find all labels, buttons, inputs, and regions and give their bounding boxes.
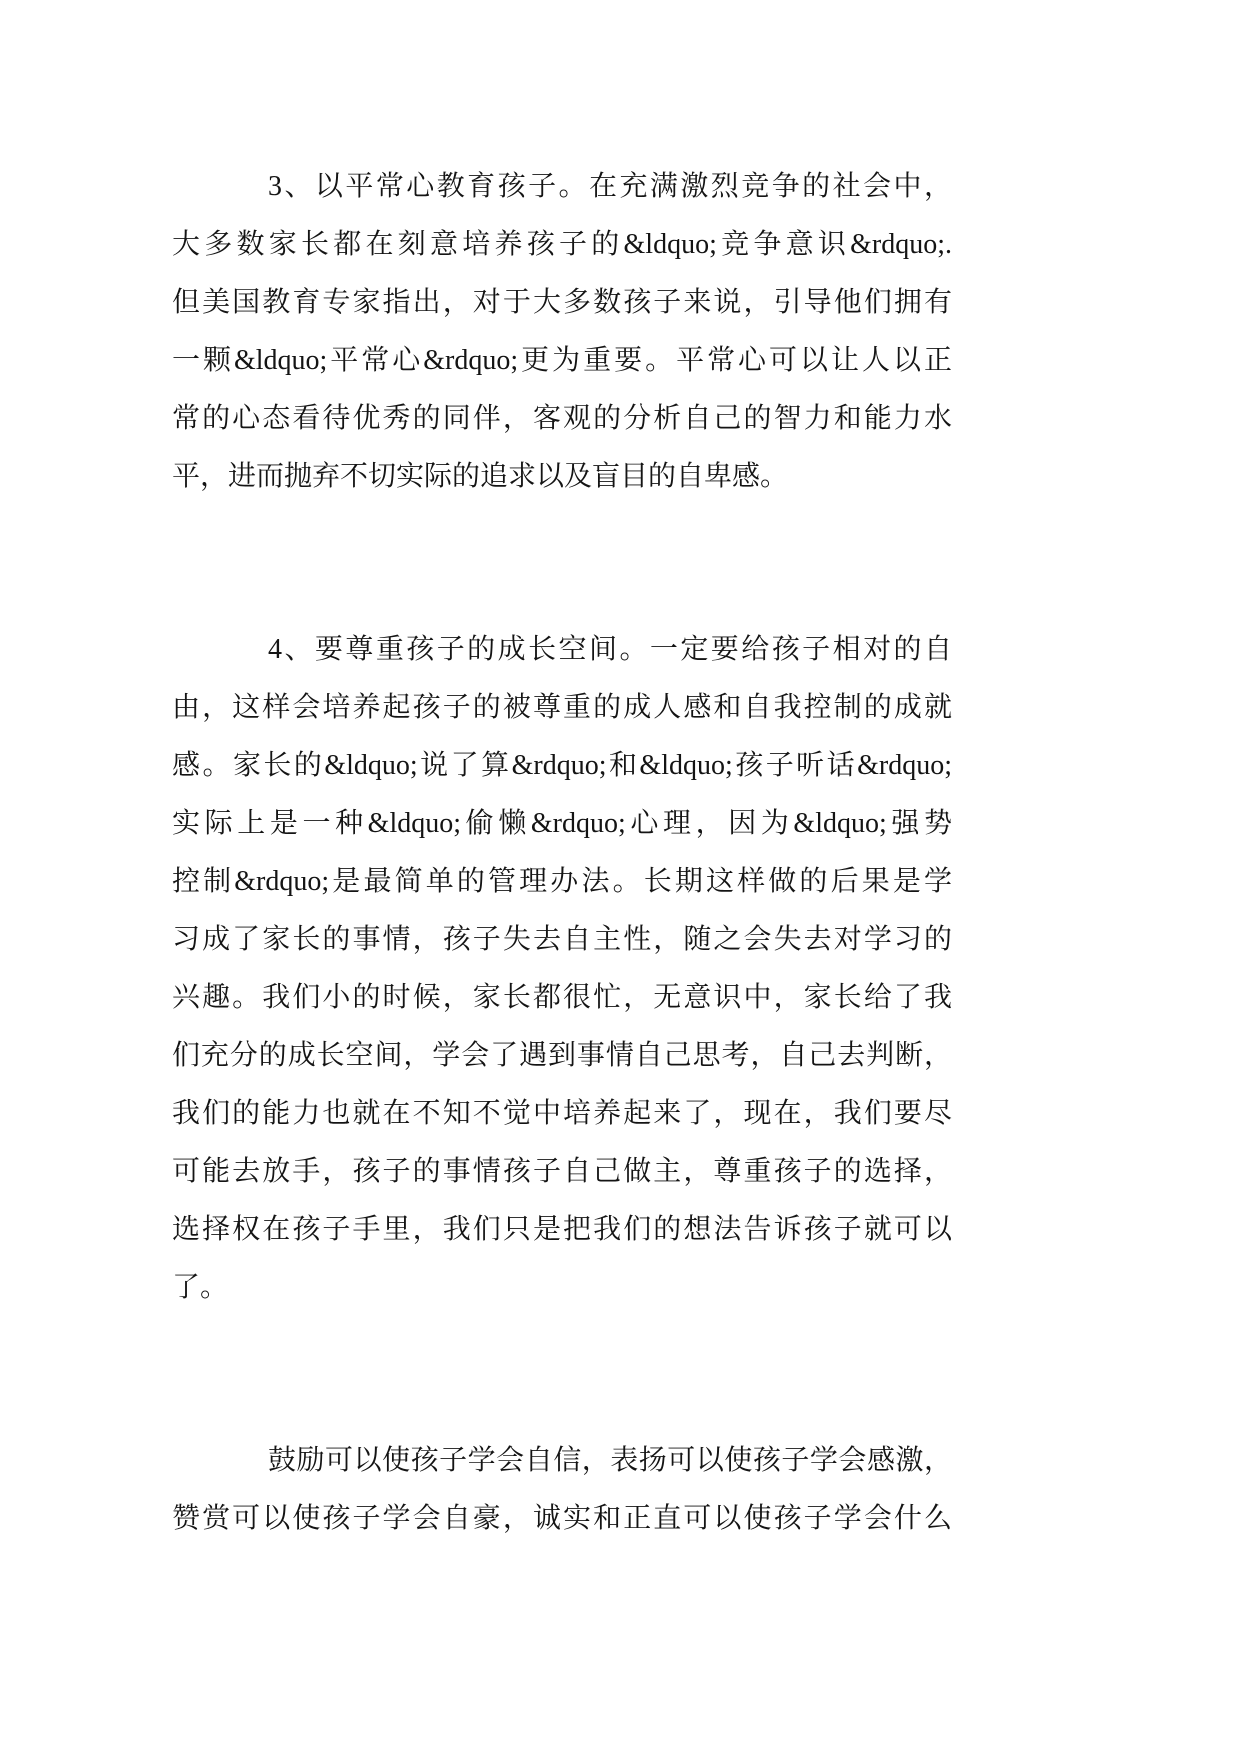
paragraph-line: 大多数家长都在刻意培养孩子的&ldquo;竞争意识&rdquo;. xyxy=(172,229,952,260)
paragraph-line: 们充分的成长空间，学会了遇到事情自己思考，自己去判断， xyxy=(172,1040,952,1071)
paragraph-line: 感。家长的&ldquo;说了算&rdquo;和&ldquo;孩子听话&rdquo; xyxy=(172,750,952,781)
paragraph-line: 常的心态看待优秀的同伴，客观的分析自己的智力和能力水 xyxy=(172,403,952,434)
paragraph-line: 习成了家长的事情，孩子失去自主性，随之会失去对学习的 xyxy=(172,924,952,955)
paragraph-line: 选择权在孩子手里，我们只是把我们的想法告诉孩子就可以 xyxy=(172,1214,952,1245)
paragraph-line: 3、以平常心教育孩子。在充满激烈竞争的社会中， xyxy=(268,171,952,202)
paragraph-2 xyxy=(172,621,952,1317)
paragraph-line: 平，进而抛弃不切实际的追求以及盲目的自卑感。 xyxy=(172,461,789,492)
paragraph-line: 但美国教育专家指出，对于大多数孩子来说，引导他们拥有 xyxy=(172,287,952,318)
paragraph-line: 实际上是一种&ldquo;偷懒&rdquo;心理，因为&ldquo;强势 xyxy=(172,808,952,839)
paragraph-3 xyxy=(172,1432,952,1548)
paragraph-line: 控制&rdquo;是最简单的管理办法。长期这样做的后果是学 xyxy=(172,866,952,897)
paragraph-line: 鼓励可以使孩子学会自信，表扬可以使孩子学会感激， xyxy=(268,1445,952,1476)
paragraph-line: 了。 xyxy=(172,1272,229,1303)
paragraph-1 xyxy=(172,158,952,506)
paragraph-line: 赞赏可以使孩子学会自豪，诚实和正直可以使孩子学会什么 xyxy=(172,1503,952,1534)
paragraph-line: 一颗&ldquo;平常心&rdquo;更为重要。平常心可以让人以正 xyxy=(172,345,952,376)
paragraph-line: 由，这样会培养起孩子的被尊重的成人感和自我控制的成就 xyxy=(172,692,952,723)
paragraph-line: 4、要尊重孩子的成长空间。一定要给孩子相对的自 xyxy=(268,634,952,665)
paragraph-line: 兴趣。我们小的时候，家长都很忙，无意识中，家长给了我 xyxy=(172,982,952,1013)
paragraph-line: 可能去放手，孩子的事情孩子自己做主，尊重孩子的选择， xyxy=(172,1156,952,1187)
paragraph-line: 我们的能力也就在不知不觉中培养起来了，现在，我们要尽 xyxy=(172,1098,952,1129)
document-body xyxy=(172,158,952,1663)
